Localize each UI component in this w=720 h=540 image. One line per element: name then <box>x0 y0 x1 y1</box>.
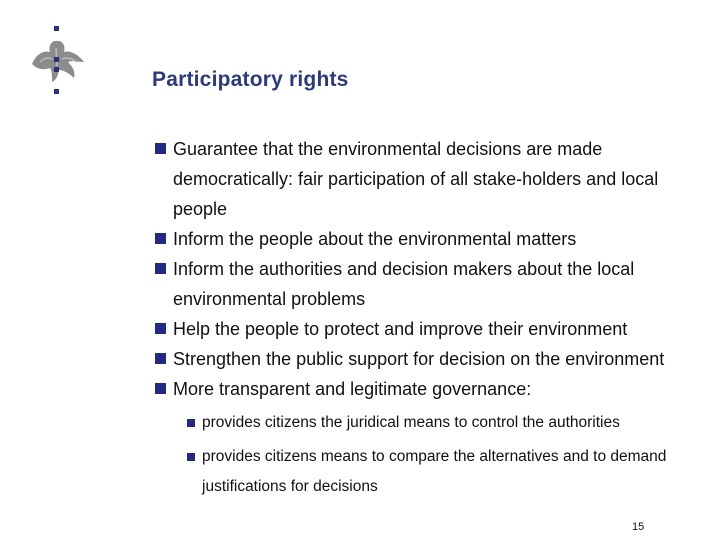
list-item <box>152 374 702 404</box>
slide-title: Participatory rights <box>152 68 349 91</box>
bullet-text: More transparent and legitimate governance: <box>173 379 532 399</box>
square-bullet-icon <box>155 143 166 154</box>
square-bullet-icon <box>187 453 195 461</box>
sub-list-item <box>185 408 702 438</box>
sub-bullet-text: provides citizens the juridical means to control the authorities <box>202 414 620 431</box>
square-bullet-icon <box>155 323 166 334</box>
square-bullet-icon <box>155 263 166 274</box>
square-bullet-icon <box>187 419 195 427</box>
list-item <box>152 254 702 314</box>
bullet-text: Strengthen the public support for decision on the environment <box>173 349 665 369</box>
bullet-text: Help the people to protect and improve their environment <box>173 319 628 339</box>
bullet-text: Inform the people about the environmental matters <box>173 229 577 249</box>
list-item <box>152 224 702 254</box>
bullet-list <box>152 134 702 502</box>
square-bullet-icon <box>155 353 166 364</box>
university-emblem-logo <box>26 26 88 96</box>
list-item <box>152 134 702 224</box>
list-item <box>152 314 702 344</box>
square-bullet-icon <box>155 233 166 244</box>
square-bullet-icon <box>155 383 166 394</box>
list-item <box>152 344 702 374</box>
sub-list-item <box>185 442 702 502</box>
bullet-text: Guarantee that the environmental decisions are made democratically: fair participation of all stake-holders and local people <box>173 139 659 219</box>
page-number: 15 <box>632 521 645 533</box>
bullet-text: Inform the authorities and decision makers about the local environmental problems <box>173 259 635 309</box>
sub-bullet-text: provides citizens means to compare the alternatives and to demand justifications for decisions <box>202 448 667 495</box>
